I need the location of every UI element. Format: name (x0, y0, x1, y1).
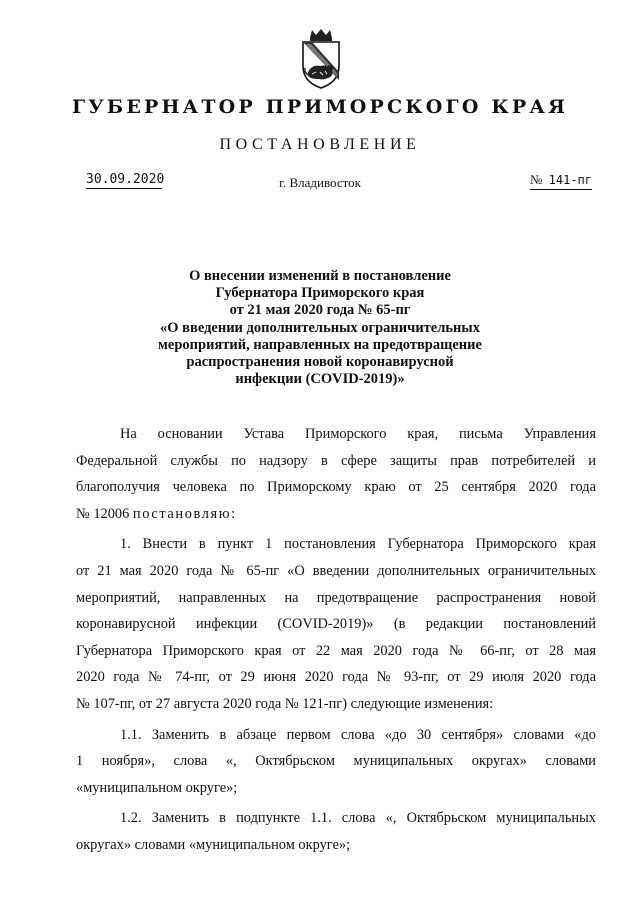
document-type-heading: ПОСТАНОВЛЕНИЕ (219, 136, 421, 153)
decree-reference: № 12006 (76, 505, 130, 522)
resolve-word: постановляю: (132, 505, 237, 522)
body-line: мероприятий, направленных на предотвращение распространения новой (76, 589, 596, 606)
document-number (530, 172, 592, 190)
body-line (76, 501, 596, 528)
body-line: коронавирусной инфекции (COVID-2019)» (в редакции постановлений (76, 616, 596, 633)
body-line: 1 ноября», слова «, Октябрьском муниципальных округах» словами (76, 753, 596, 770)
governor-heading: ГУБЕРНАТОР ПРИМОРСКОГО КРАЯ (71, 96, 569, 118)
title-line: мероприятий, направленных на предотвращение (158, 336, 482, 353)
body-line: благополучия человека по Приморскому краю от 25 сентября 2020 года (76, 479, 596, 496)
number-prefix: № (530, 172, 543, 187)
document-body (76, 421, 596, 859)
body-line: от 21 мая 2020 года № 65-пг «О введении дополнительных ограничительных (76, 562, 596, 579)
body-line: округах» словами «муниципальном округе»; (76, 836, 351, 853)
title-line: распространения новой коронавирусной (186, 354, 454, 371)
title-line: «О введении дополнительных ограничительных (160, 319, 480, 336)
title-line: О внесении изменений в постановление (189, 268, 451, 284)
body-line: 2020 года № 74-пг, от 29 июня 2020 года № 93-пг, от 29 июля 2020 года (76, 669, 596, 686)
body-line: 1. Внести в пункт 1 постановления Губернатора Приморского края (120, 536, 596, 553)
body-line: На основании Устава Приморского края, письма Управления (120, 426, 596, 442)
body-line: 1.2. Заменить в подпункте 1.1. слова «, Октябрьском муниципальных (120, 810, 596, 827)
title-line: инфекции (COVID-2019)» (235, 371, 405, 388)
body-line: «муниципальном округе»; (76, 779, 238, 796)
coat-of-arms-emblem-icon (298, 28, 344, 90)
body-line: Губернатора Приморского края от 22 мая 2020 года № 66-пг, от 28 мая (76, 642, 596, 659)
number-value: 141-пг (548, 173, 593, 187)
title-line: Губернатора Приморского края (215, 285, 425, 302)
document-city: г. Владивосток (279, 175, 361, 190)
title-line: от 21 мая 2020 года № 65-пг (229, 302, 411, 319)
document-date: 30.09.2020 (86, 172, 165, 187)
body-line: 1.1. Заменить в абзаце первом слова «до 30 сентября» словами «до (120, 726, 596, 743)
body-line: Федеральной службы по надзору в сфере защиты прав потребителей и (76, 452, 596, 469)
body-line: № 107-пг, от 27 августа 2020 года № 121-пг) следующие изменения: (76, 695, 494, 712)
document-title (150, 268, 490, 388)
